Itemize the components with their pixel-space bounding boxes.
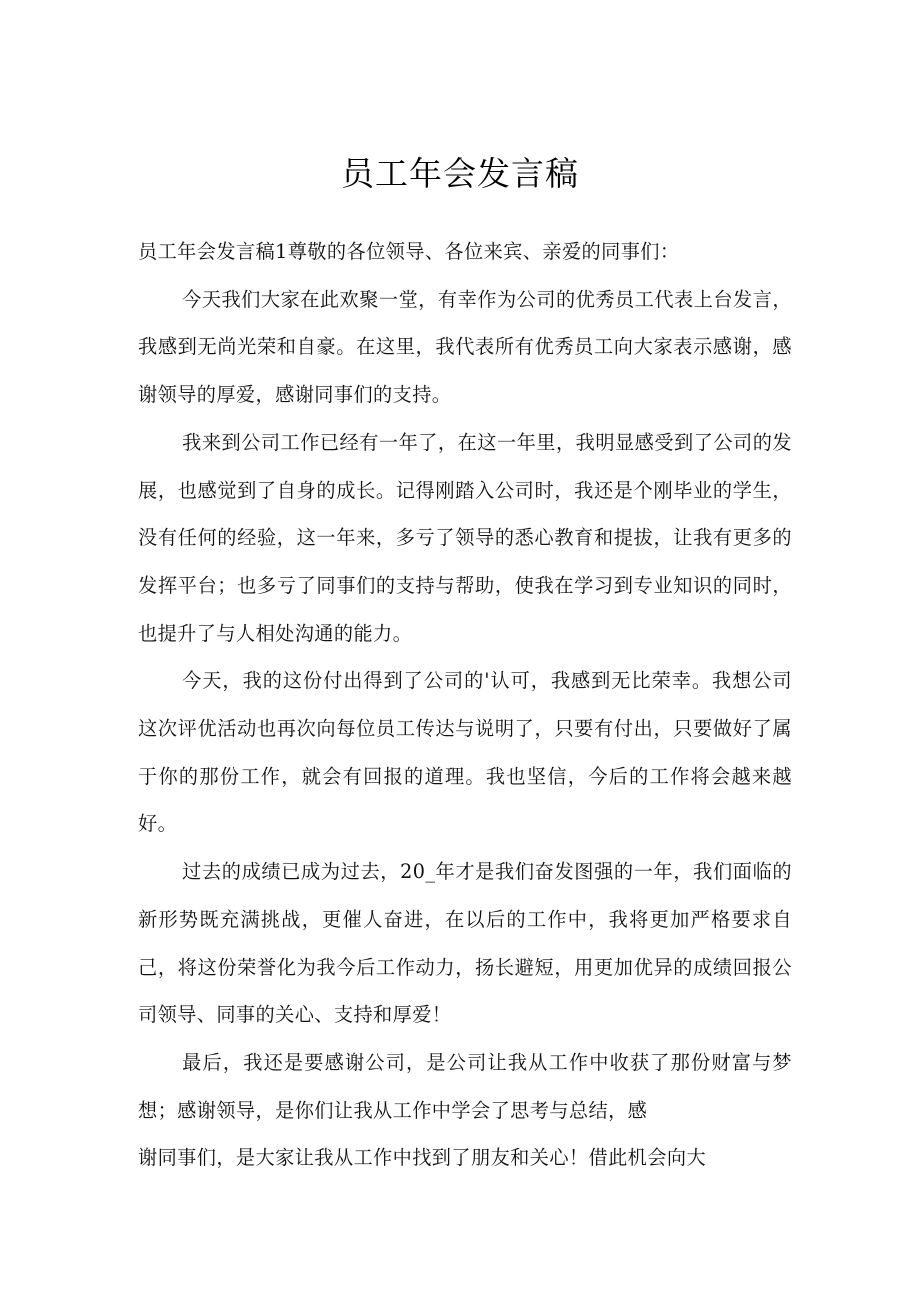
trailing-line: 谢同事们，是大家让我从工作中找到了朋友和关心！借此机会向大	[138, 1146, 707, 1170]
document-title: 员工年会发言稿	[341, 154, 579, 193]
document-body	[138, 228, 792, 1182]
salutation-paragraph: 员工年会发言稿1尊敬的各位领导、各位来宾、亲爱的同事们：	[138, 240, 680, 263]
paragraph-3: 今天，我的这份付出得到了公司的'认可，我感到无比荣幸。我想公司这次评优活动也再次向每位员工传达与说明了，只要有付出，只要做好了属于你的那份工作，就会有回报的道理。我也坚信，今后的工作将会越来越好。	[138, 669, 792, 836]
paragraph-1: 今天我们大家在此欢聚一堂，有幸作为公司的优秀员工代表上台发言，我感到无尚光荣和自豪。在这里，我代表所有优秀员工向大家表示感谢，感谢领导的厚爱，感谢同事们的支持。	[138, 287, 792, 407]
paragraph-2: 我来到公司工作已经有一年了，在这一年里，我明显感受到了公司的发展，也感觉到了自身的成长。记得刚踏入公司时，我还是个刚毕业的学生，没有任何的经验，这一年来，多亏了领导的悉心教育和提拔，让我有更多的发挥平台；也多亏了同事们的支持与帮助，使我在学习到专业知识的同时，也提升了与人相处沟通的能力。	[138, 430, 792, 645]
paragraph-5: 最后，我还是要感谢公司，是公司让我从工作中收获了那份财富与梦想；感谢领导，是你们让我从工作中学会了思考与总结，感	[138, 1050, 792, 1122]
paragraph-4: 过去的成绩已成为过去，20_年才是我们奋发图强的一年，我们面临的新形势既充满挑战，更催人奋进，在以后的工作中，我将更加严格要求自己，将这份荣誉化为我今后工作动力，扬长避短，用更加优异的成绩回报公司领导、同事的关心、支持和厚爱！	[138, 860, 792, 1027]
